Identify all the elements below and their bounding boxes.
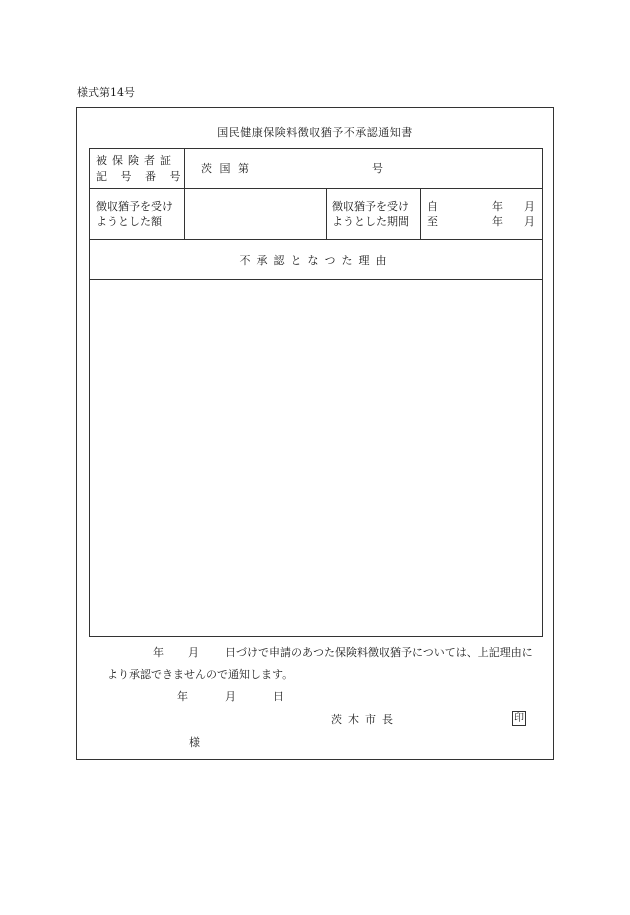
notice-date-month: 月 xyxy=(188,646,199,659)
period-to-year-unit: 年 xyxy=(492,215,503,228)
insured-card-prefix: 茨 国 第 xyxy=(201,162,251,175)
notice-date-year: 年 xyxy=(153,646,164,659)
period-label-line1: 徴収猶予を受け xyxy=(332,200,409,213)
period-from-year-unit: 年 xyxy=(492,200,503,213)
row-divider xyxy=(90,188,542,189)
notice-body-line2: より承認できませんので通知します。 xyxy=(107,668,294,681)
period-label-line2: ようとした期間 xyxy=(332,215,409,228)
document-title: 国民健康保険料徴収猶予不承認通知書 xyxy=(217,126,413,139)
period-to-label: 至 xyxy=(427,215,438,228)
issuer-name: 茨木市長 xyxy=(331,713,399,726)
period-from-label: 自 xyxy=(427,200,438,213)
recipient-honorific: 様 xyxy=(189,736,200,749)
column-divider xyxy=(420,188,421,239)
reason-area xyxy=(90,280,542,636)
notice-frame xyxy=(76,107,554,760)
row-divider xyxy=(90,239,542,240)
period-to-month-unit: 月 xyxy=(524,215,535,228)
amount-label-line2: ようとした額 xyxy=(96,215,162,228)
details-table xyxy=(89,148,543,637)
issue-date-month: 月 xyxy=(225,690,236,703)
insured-card-suffix: 号 xyxy=(372,162,383,175)
reason-header: 不承認となつた理由 xyxy=(239,254,393,267)
column-divider xyxy=(184,149,185,239)
insured-card-label-line2: 記 号 番 号 xyxy=(96,170,186,183)
amount-label-line1: 徴収猶予を受け xyxy=(96,200,173,213)
issue-date-year: 年 xyxy=(177,690,188,703)
seal-mark: 印 xyxy=(514,713,524,724)
period-from-month-unit: 月 xyxy=(524,200,535,213)
insured-card-label-line1: 被保険者証 xyxy=(96,154,176,167)
issue-date-day: 日 xyxy=(273,690,284,703)
notice-body-line1: 日づけで申請のあつた保険料徴収猶予については、上記理由に xyxy=(225,646,533,659)
form-number: 様式第14号 xyxy=(77,86,135,99)
column-divider xyxy=(326,188,327,239)
